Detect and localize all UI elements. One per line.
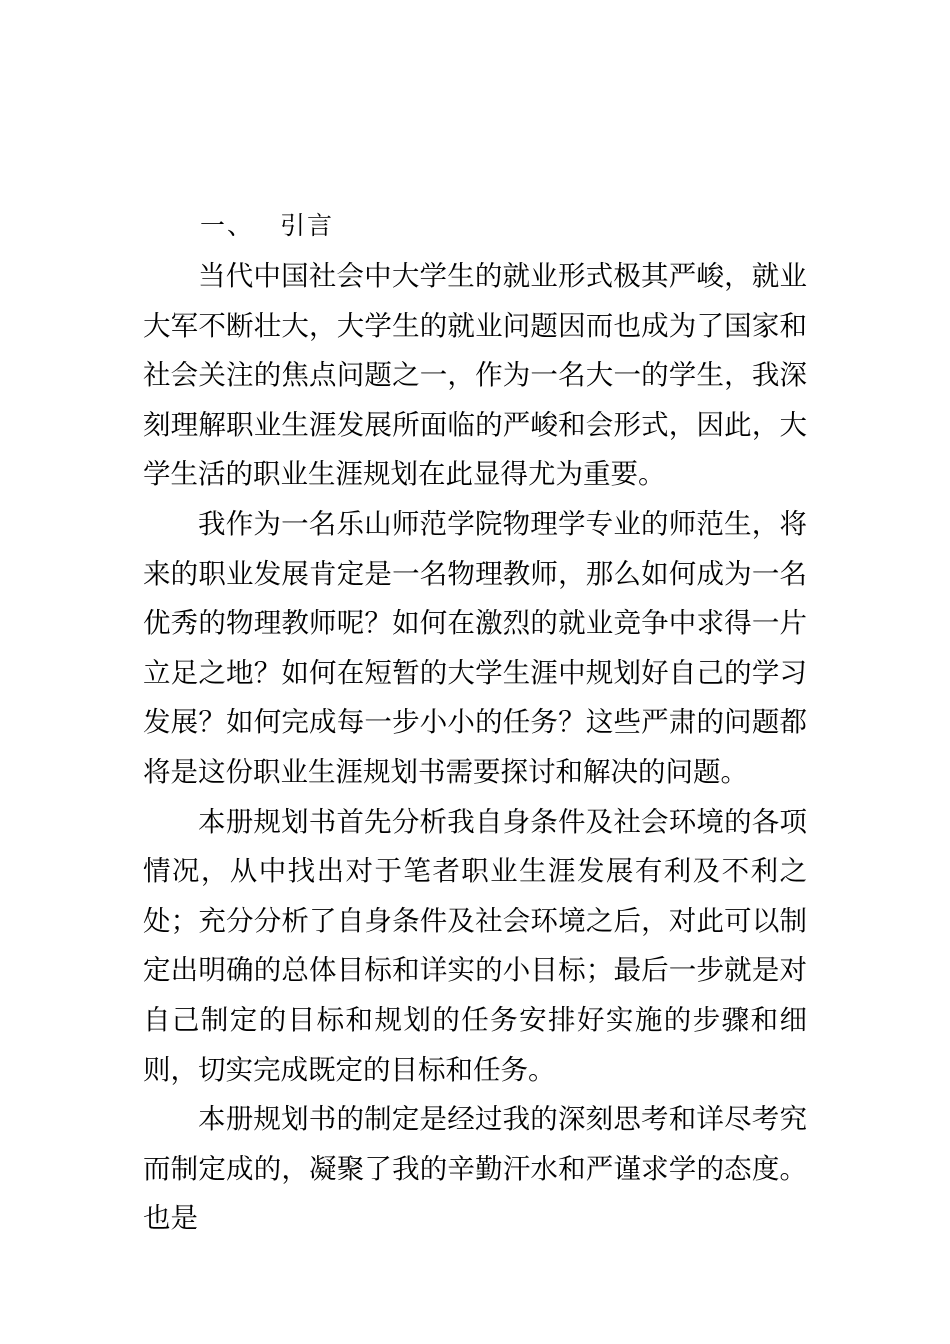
section-heading bbox=[200, 206, 334, 246]
paragraph: 本册规划书的制定是经过我的深刻思考和详尽考究而制定成的，凝聚了我的辛勤汗水和严谨求学的态度。也是 bbox=[143, 1103, 807, 1235]
paragraph: 当代中国社会中大学生的就业形式极其严峻，就业大军不断壮大，大学生的就业问题因而也成为了国家和社会关注的焦点问题之一，作为一名大一的学生，我深刻理解职业生涯发展所面临的严峻和会形式，因此，大学生活的职业生涯规划在此显得尤为重要。 bbox=[143, 260, 807, 491]
paragraph: 我作为一名乐山师范学院物理学专业的师范生，将来的职业发展肯定是一名物理教师，那么如何成为一名优秀的物理教师呢？如何在激烈的就业竞争中求得一片立足之地？如何在短暂的大学生涯中规划好自己的学习发展？如何完成每一步小小的任务？这些严肃的问题都将是这份职业生涯规划书需要探讨和解决的问题。 bbox=[143, 507, 807, 788]
section-number: 一、 bbox=[200, 211, 255, 240]
section-title: 引言 bbox=[280, 211, 335, 240]
document-body bbox=[143, 252, 807, 1244]
paragraph: 本册规划书首先分析我自身条件及社会环境的各项情况，从中找出对于笔者职业生涯发展有利及不利之处；充分分析了自身条件及社会环境之后，对此可以制定出明确的总体目标和详实的小目标；最后一步就是对自己制定的目标和规划的任务安排好实施的步骤和细则，切实完成既定的目标和任务。 bbox=[143, 805, 807, 1086]
